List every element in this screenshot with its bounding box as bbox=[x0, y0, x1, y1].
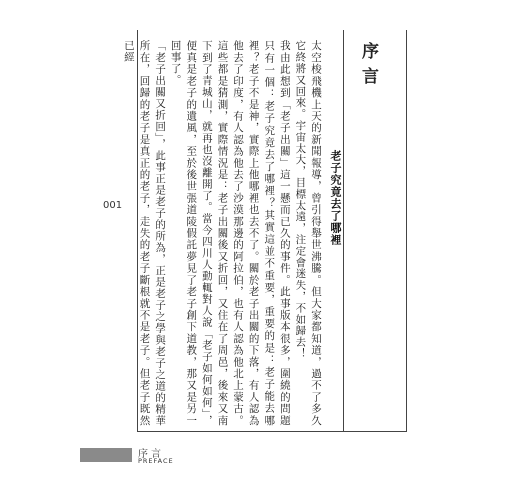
footer-chapter-english: PREFACE bbox=[138, 457, 174, 465]
footer-band bbox=[80, 448, 132, 462]
section-title: 老子究竟去了哪裡 bbox=[329, 150, 342, 246]
body-text bbox=[120, 40, 323, 426]
paragraph-3: 「老子出關又折回」，此事正是老子的所為，正是老子之學與老子之道的精華所在，回歸的老子是真正的老子，走失的老子斷根就不是老子。但老子既然已經 bbox=[122, 40, 167, 426]
page-number: 001 bbox=[103, 200, 123, 211]
paragraph-2: 我由此想到「老子出關」這一懸而已久的事件。此事版本很多，圍繞的問題只有一個：老子究竟去了哪裡？其實這並不重要，重要的是：老子能去哪裡？老子不是神，實際上他哪裡也去不了。關於老子出關的下落，有人認為他去了印度，有人認為他去了沙漠那邊的阿拉伯，也有人認為他北上蒙古。這些都是猜測，實際情況是：老子出關後又折回，又住在了周邑，後來又南下到了青城山，就再也沒離開了。當今四川人動輒對人說「老子如何如何」，便真是老子的遺風，至於後世張道陵假託夢見了老子創下道教，那又是另一回事了。 bbox=[169, 40, 291, 426]
page-title: 序言 bbox=[358, 42, 378, 92]
paragraph-1: 太空梭飛機上天的新聞報導，曾引得舉世沸騰。但大家都知道，過不了多久它終將又回來。宇宙太大，目標太遠，注定會迷失，不如歸去！ bbox=[294, 40, 322, 426]
footer-chapter-label: 序言 bbox=[138, 449, 164, 460]
